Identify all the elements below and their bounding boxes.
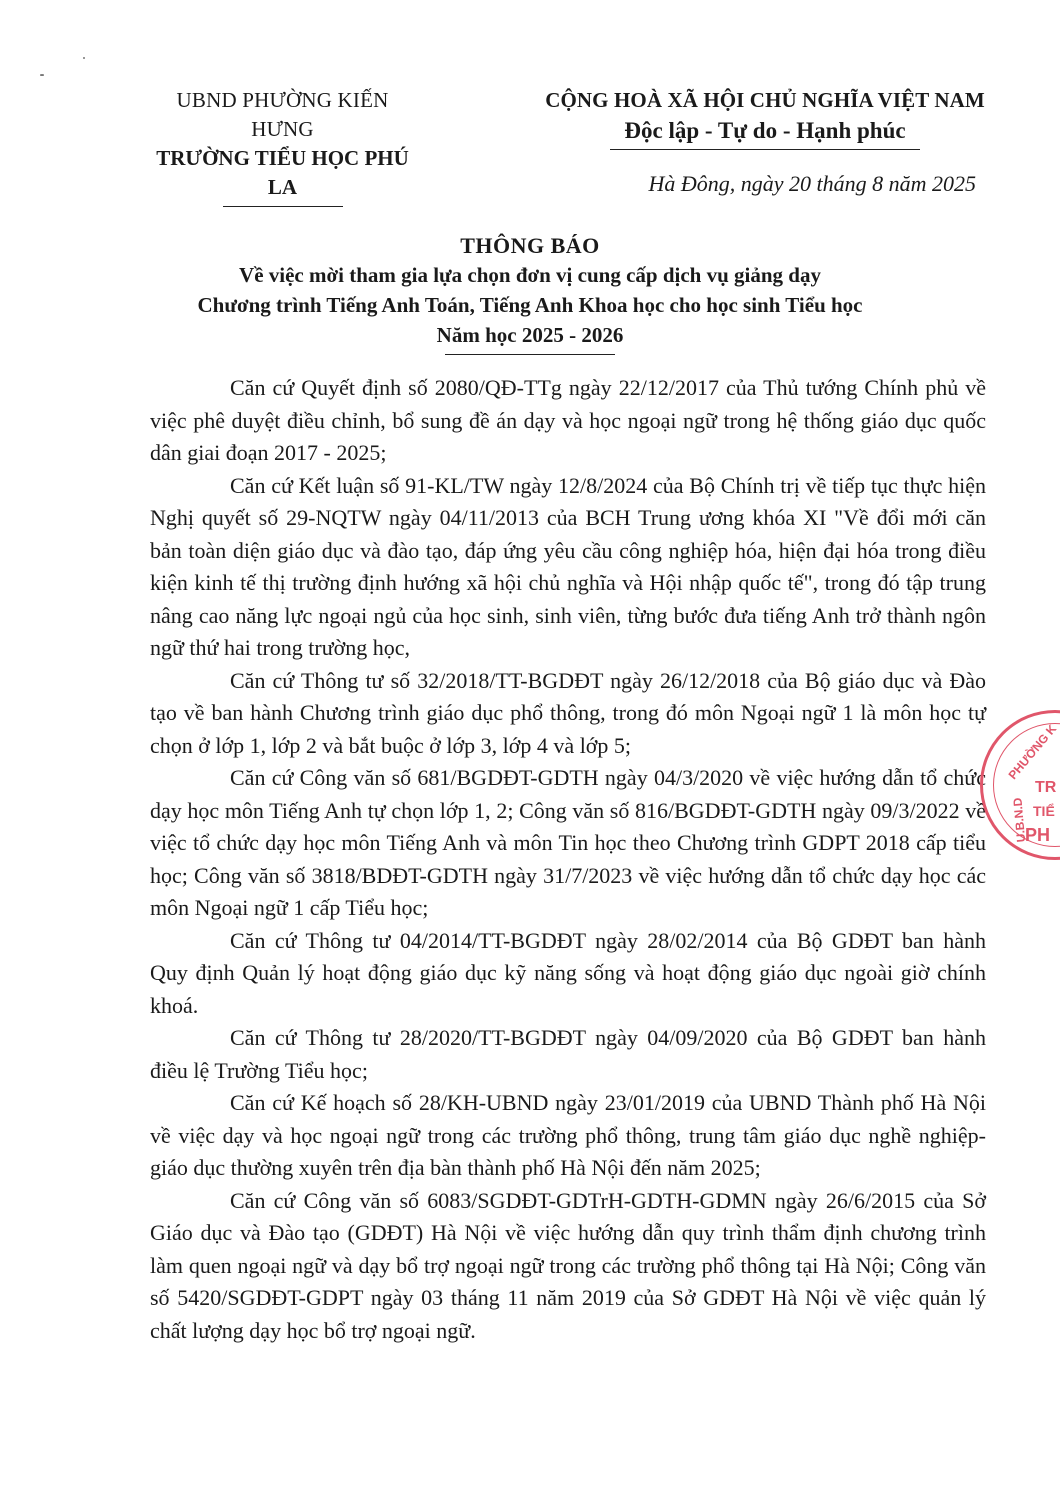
paragraph: Căn cứ Thông tư số 32/2018/TT-BGDĐT ngày 26/12/2018 của Bộ giáo dục và Đào tạo về ban hành Chương trình giáo dục phổ thông, trong đó môn Ngoại ngữ 1 là môn học tự chọn ở lớp 1, lớp 2 và bắt buộc ở lớp 3, lớp 4 và lớp 5; [150,667,986,758]
document-body [150,372,986,1347]
paragraph: Căn cứ Công văn số 681/BGDĐT-GDTH ngày 04/3/2020 về việc hướng dẫn tổ chức dạy học môn Tiếng Anh tự chọn lớp 1, 2; Công văn số 816/BGDĐT-GDTH ngày 09/3/2022 về việc tổ chức dạy học môn Tiếng Anh và môn Tin học theo Chương trình GDPT 2018 cấp tiểu học; Công văn số 3818/BDĐT-GDTH ngày 31/7/2023 về việc hướng dẫn tổ chức dạy học các môn Ngoại ngữ 1 cấp Tiểu học; [150,765,986,920]
document-subtitle-line: Năm học 2025 - 2026 [436,323,624,347]
official-stamp [980,710,1060,860]
stamp-arc-text: PHƯỜNG K [1005,721,1060,783]
paragraph: Căn cứ Thông tư 04/2014/TT-BGDĐT ngày 28/02/2014 của Bộ GDĐT ban hành Quy định Quản lý hoạt động giáo dục kỹ năng sống và hoạt động giáo dục ngoài giờ chính khoá. [150,927,986,1018]
national-motto: Độc lập - Tự do - Hạnh phúc [624,118,906,143]
title-block [140,232,920,355]
header-right [530,86,1000,150]
authority-name: UBND PHƯỜNG KIẾN HƯNG [176,88,389,141]
header-left [150,86,415,207]
stamp-text: TR [1035,779,1057,796]
paragraph: Căn cứ Công văn số 6083/SGDĐT-GDTrH-GDTH-GDMN ngày 26/6/2015 của Sở Giáo dục và Đào tạo (GDĐT) Hà Nội về việc hướng dẫn quy trình thẩm định chương trình làm quen ngoại ngữ và dạy bổ trợ ngoại ngữ trong các trường phổ thông tại Hà Nội; Công văn số 5420/SGDĐT-GDPT ngày 03 tháng 11 năm 2019 của Sở GDĐT Hà Nội về việc quản lý chất lượng dạy học bổ trợ ngoại ngữ. [150,1187,986,1343]
divider [223,206,343,207]
paragraph: Căn cứ Kết luận số 91-KL/TW ngày 12/8/2024 của Bộ Chính trị về tiếp tục thực hiện Nghị quyết số 29-NQTW ngày 04/11/2013 của BCH Trung ương khóa XI "Về đổi mới căn bản toàn diện giáo dục và đào tạo, đáp ứng yêu cầu công nghiệp hóa, hiện đại hóa trong điều kiện kinh tế thị trường định hướng xã hội chủ nghĩa và Hội nhập quốc tế", trong đó tập trung nâng cao năng lực ngoại ngủ của học sinh, sinh viên, từng bước đưa tiếng Anh trở thành ngôn ngữ thứ hai trong trường học, [150,472,986,660]
paragraph: Căn cứ Kế hoạch số 28/KH-UBND ngày 23/01/2019 của UBND Thành phố Hà Nội về việc dạy và học ngoại ngữ trong các trường phổ thông, trung tâm giáo dục nghề nghiệp- giáo dục thường xuyên trên địa bàn thành phố Hà Nội đến năm 2025; [150,1090,986,1180]
scan-speck [83,57,85,59]
school-name: TRƯỜNG TIỂU HỌC PHÚ LA [156,146,409,199]
national-title: CỘNG HOÀ XÃ HỘI CHỦ NGHĨA VIỆT NAM [545,88,985,112]
scan-speck [40,74,44,76]
stamp-text: PH [1025,825,1051,845]
paragraph: Căn cứ Quyết định số 2080/QĐ-TTg ngày 22/12/2017 của Thủ tướng Chính phủ về việc phê duyệt điều chỉnh, bổ sung đề án dạy và học ngoại ngữ trong hệ thống giáo dục quốc dân giai đoạn 2017 - 2025; [150,375,986,465]
date-line: Hà Đông, ngày 20 tháng 8 năm 2025 [648,171,976,196]
document-title: THÔNG BÁO [460,233,600,258]
paragraph: Căn cứ Thông tư 28/2020/TT-BGDĐT ngày 04/09/2020 của Bộ GDĐT ban hành điều lệ Trường Tiểu học; [150,1025,986,1083]
divider [445,354,615,355]
stamp-arc-text: U.B.N.D [1010,797,1029,843]
stamp-text: TIỂ [1033,803,1055,819]
divider [610,149,920,150]
document-subtitle-line: Chương trình Tiếng Anh Toán, Tiếng Anh Khoa học cho học sinh Tiểu học [197,293,863,317]
document-subtitle-line: Về việc mời tham gia lựa chọn đơn vị cung cấp dịch vụ giảng dạy [239,263,821,287]
